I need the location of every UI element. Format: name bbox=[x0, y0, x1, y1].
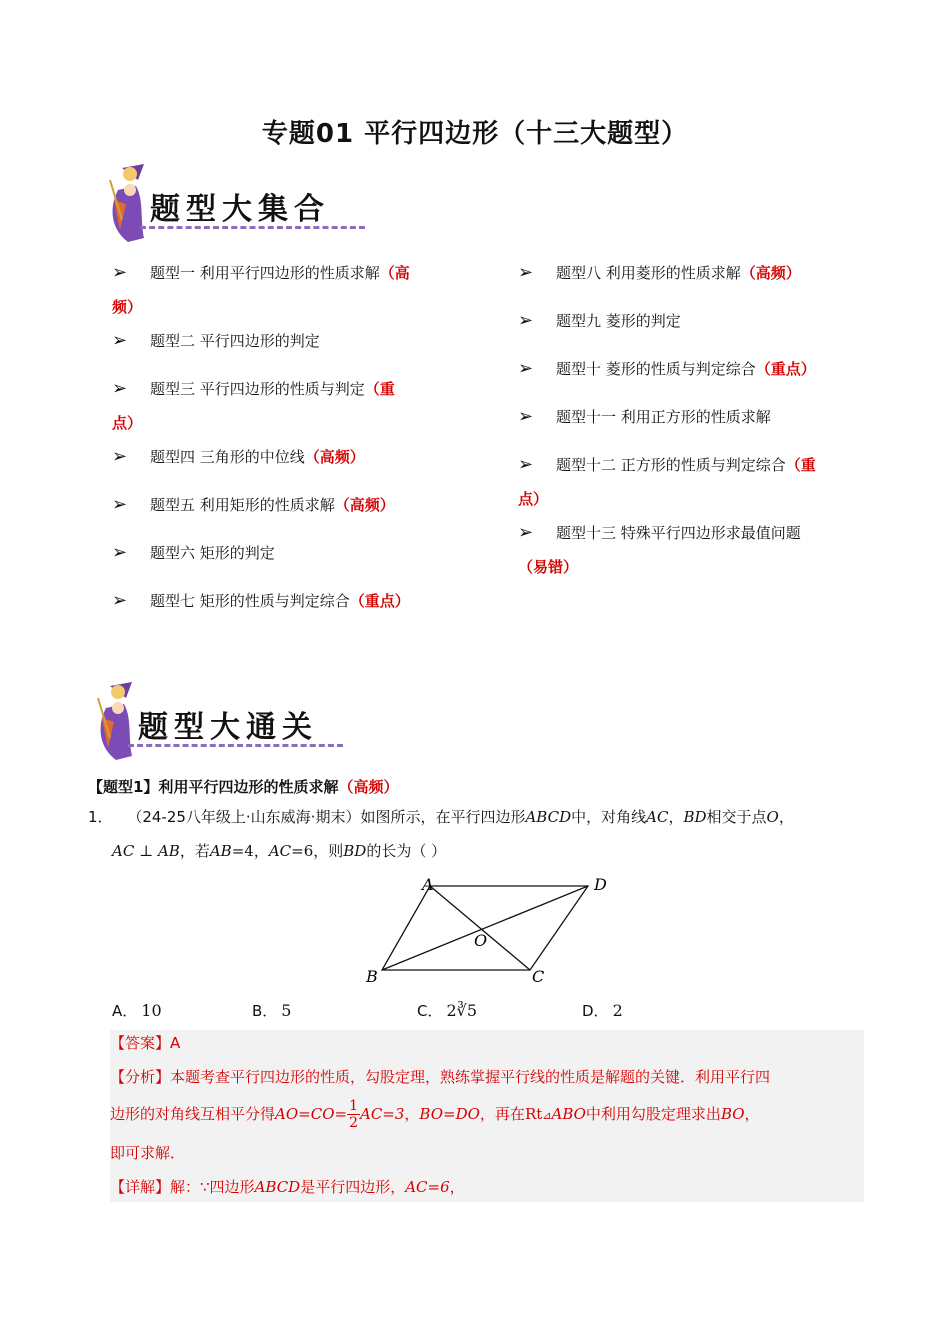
analysis-line-1: 【分析】本题考查平行四边形的性质，勾股定理，熟练掌握平行线的性质是解题的关键．利用平行四 bbox=[110, 1068, 771, 1086]
toc-item-6[interactable]: ➢ 题型六 矩形的判定 bbox=[112, 536, 457, 570]
banner-underline bbox=[128, 744, 343, 747]
banner-title: 题型大集合 bbox=[150, 192, 330, 227]
arrow-icon: ➢ bbox=[518, 262, 534, 283]
answer-line: 【答案】A bbox=[110, 1034, 181, 1052]
question-number: 1． bbox=[88, 808, 113, 826]
analysis-line-2: 边形的对角线互相平分得AO=CO= $\frac{1}{2}$ AC=3，BO=DO，再在Rt⊿ABO中利用勾股定理求出BO， bbox=[110, 1098, 760, 1131]
arrow-icon: ➢ bbox=[112, 262, 128, 283]
diagonal-bd bbox=[382, 886, 588, 970]
page-title: 专题01 平行四边形（十三大题型） bbox=[261, 119, 689, 149]
label-a: A bbox=[422, 875, 434, 894]
arrow-icon: ➢ bbox=[112, 330, 128, 351]
arrow-icon: ➢ bbox=[518, 358, 534, 379]
label-d: D bbox=[594, 875, 607, 894]
banner-underline bbox=[140, 226, 365, 229]
toc-item-2[interactable]: ➢ 题型二 平行四边形的判定 bbox=[112, 324, 457, 358]
toc-item-4[interactable]: ➢ 题型四 三角形的中位线（高频） bbox=[112, 440, 457, 474]
arrow-icon: ➢ bbox=[112, 542, 128, 563]
arrow-icon: ➢ bbox=[518, 406, 534, 427]
arrow-icon: ➢ bbox=[112, 494, 128, 515]
analysis-line-3: 即可求解． bbox=[110, 1144, 186, 1162]
label-c: C bbox=[532, 967, 545, 986]
toc-item-8[interactable]: ➢ 题型八 利用菱形的性质求解（高频） bbox=[518, 256, 863, 290]
option-b[interactable]: B． 5 bbox=[252, 1001, 292, 1020]
toc-item-12[interactable]: ➢ 题型十二 正方形的性质与判定综合（重 点） bbox=[518, 448, 863, 516]
toc-item-11[interactable]: ➢ 题型十一 利用正方形的性质求解 bbox=[518, 400, 863, 434]
option-d[interactable]: D． 2 bbox=[582, 1001, 623, 1020]
question-1: 1． （24-25八年级上·山东威海·期末）如图所示，在平行四边形ABCD中，对角线AC，BD相交于点O， AC ⊥ AB，若AB=4，AC=6，则BD的长为（ ） bbox=[88, 808, 794, 860]
toc-item-13[interactable]: ➢ 题型十三 特殊平行四边形求最值问题 （易错） bbox=[518, 516, 863, 584]
arrow-icon: ➢ bbox=[112, 446, 128, 467]
toc-right-column bbox=[518, 256, 863, 584]
answer-panel bbox=[110, 1030, 864, 1202]
diagonal-ac bbox=[430, 886, 530, 970]
parallelogram-figure bbox=[360, 872, 620, 990]
banner-type-practice bbox=[88, 678, 358, 768]
toc-item-1[interactable]: ➢ 题型一 利用平行四边形的性质求解（高 频） bbox=[112, 256, 457, 324]
toc-item-3[interactable]: ➢ 题型三 平行四边形的性质与判定（重 点） bbox=[112, 372, 457, 440]
toc-item-5[interactable]: ➢ 题型五 利用矩形的性质求解（高频） bbox=[112, 488, 457, 522]
arrow-icon: ➢ bbox=[518, 522, 534, 543]
arrow-icon: ➢ bbox=[518, 310, 534, 331]
option-c[interactable]: C． 2∛5 bbox=[417, 1001, 478, 1020]
answer-options bbox=[112, 1000, 872, 1022]
option-a[interactable]: A． 10 bbox=[112, 1001, 162, 1020]
label-o: O bbox=[474, 931, 488, 950]
arrow-icon: ➢ bbox=[518, 454, 534, 475]
banner-title: 题型大通关 bbox=[138, 710, 318, 745]
arrow-icon: ➢ bbox=[112, 590, 128, 611]
label-b: B bbox=[366, 967, 378, 986]
section-heading: 【题型1】利用平行四边形的性质求解（高频） bbox=[88, 778, 399, 796]
toc-item-9[interactable]: ➢ 题型九 菱形的判定 bbox=[518, 304, 863, 338]
toc-left-column bbox=[112, 256, 457, 618]
fraction-half: $\frac{1}{2}$ bbox=[349, 1098, 358, 1131]
detail-line-1: 【详解】解：∵四边形ABCD是平行四边形，AC=6， bbox=[110, 1178, 465, 1196]
banner-type-collection bbox=[100, 160, 370, 250]
toc-item-7[interactable]: ➢ 题型七 矩形的性质与判定综合（重点） bbox=[112, 584, 457, 618]
arrow-icon: ➢ bbox=[112, 378, 128, 399]
toc-item-10[interactable]: ➢ 题型十 菱形的性质与判定综合（重点） bbox=[518, 352, 863, 386]
